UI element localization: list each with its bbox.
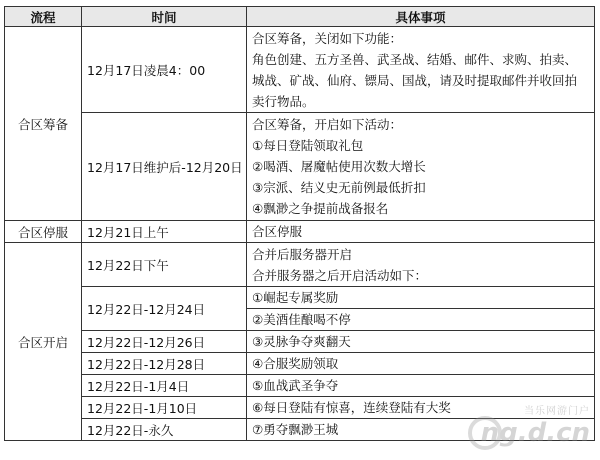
detail-cell: ①崛起专属奖励 <box>247 287 595 309</box>
detail-cell <box>247 27 595 113</box>
detail-line: 合区筹备，开启如下活动： <box>252 117 403 132</box>
time-cell: 12月21日上午 <box>82 221 247 243</box>
stage-cell: 合区开启 <box>5 243 82 441</box>
detail-cell: ③灵脉争夺爽翻天 <box>247 331 595 353</box>
stage-cell: 合区筹备 <box>5 27 82 221</box>
watermark-domain: ng.d.cn <box>480 418 590 448</box>
detail-line: ③宗派、结义史无前例最低折扣 <box>252 180 426 195</box>
time-cell: 12月22日-12月24日 <box>82 287 247 331</box>
header-time: 时间 <box>82 7 247 27</box>
table-row <box>5 221 595 243</box>
detail-line: 合区筹备，关闭如下功能： <box>252 30 403 46</box>
merge-schedule-table <box>4 6 595 441</box>
detail-line: 合并服务器之后开启活动如下： <box>252 267 428 283</box>
watermark-site-name: 当乐网游门户 <box>524 406 590 417</box>
detail-line: 角色创建、五方圣兽、武圣战、结婚、邮件、求购、拍卖、 <box>252 51 578 67</box>
detail-cell: ⑦勇夺飘渺王城 <box>247 419 595 441</box>
table-row <box>5 243 595 287</box>
detail-cell: 合区停服 <box>247 221 595 243</box>
detail-line: ①每日登陆领取礼包 <box>252 138 364 153</box>
time-cell: 12月22日下午 <box>82 243 247 287</box>
header-row <box>5 7 595 27</box>
time-cell: 12月22日-1月10日 <box>82 397 247 419</box>
detail-line: 合并后服务器开启 <box>252 246 353 262</box>
time-cell: 12月17日凌晨4：00 <box>82 27 247 113</box>
table-row <box>5 287 595 309</box>
table-row <box>5 375 595 397</box>
time-cell: 12月22日-1月4日 <box>82 375 247 397</box>
time-cell: 12月22日-永久 <box>82 419 247 441</box>
detail-cell: ④合服奖励领取 <box>247 353 595 375</box>
stage-cell: 合区停服 <box>5 221 82 243</box>
table-row <box>5 331 595 353</box>
detail-cell <box>247 113 595 221</box>
detail-line: ②喝酒、屠魔帖使用次数大增长 <box>252 159 426 174</box>
time-cell: 12月17日维护后-12月20日 <box>82 113 247 221</box>
detail-cell <box>247 243 595 287</box>
detail-cell: ②美酒佳酿喝不停 <box>247 309 595 331</box>
time-cell: 12月22日-12月26日 <box>82 331 247 353</box>
detail-cell: ⑥每日登陆有惊喜，连续登陆有大奖 <box>247 397 595 419</box>
detail-line: 卖行物品。 <box>252 93 315 109</box>
detail-cell: ⑤血战武圣争夺 <box>247 375 595 397</box>
table-row <box>5 27 595 113</box>
table-row <box>5 419 595 441</box>
time-cell: 12月22日-12月28日 <box>82 353 247 375</box>
header-detail: 具体事项 <box>247 7 595 27</box>
detail-line: 城战、矿战、仙府、镖局、国战，请及时提取邮件并收回拍 <box>252 72 578 88</box>
table-row <box>5 113 595 221</box>
table-row <box>5 397 595 419</box>
table-row <box>5 353 595 375</box>
header-stage: 流程 <box>5 7 82 27</box>
detail-line: ④飘渺之争提前战备报名 <box>252 201 389 216</box>
